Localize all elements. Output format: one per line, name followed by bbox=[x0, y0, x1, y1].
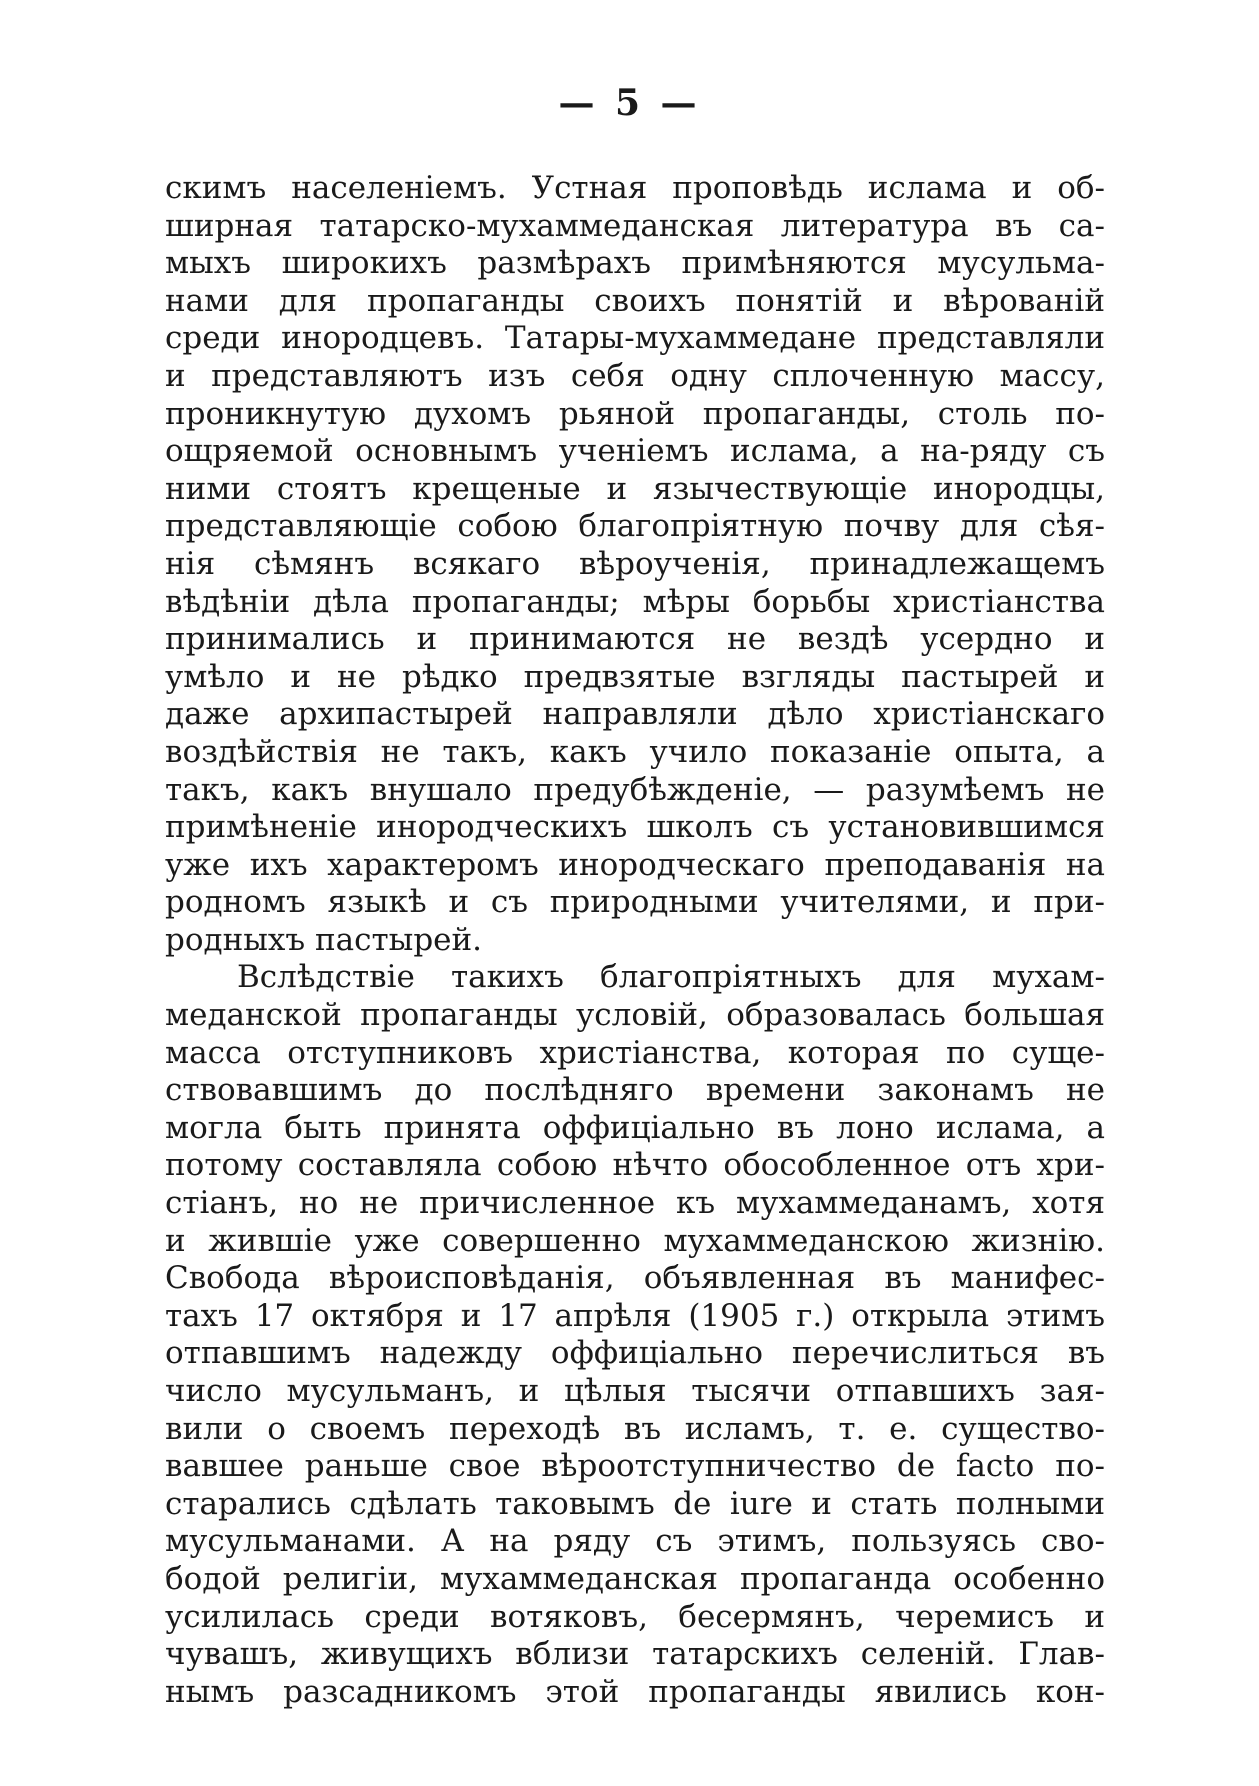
text-line: и жившіе уже совершенно мухаммеданскою жизнію. bbox=[165, 1222, 1105, 1259]
text-line: родномъ языкѣ и съ природными учителями, и при- bbox=[165, 884, 1105, 921]
text-line: вавшее раньше свое вѣроотступничество de facto по- bbox=[165, 1448, 1105, 1485]
body-text bbox=[165, 170, 1105, 1711]
text-line: могла быть принята оффиціально въ лоно ислама, а bbox=[165, 1109, 1105, 1146]
text-line: старались сдѣлать таковымъ de iure и стать полными bbox=[165, 1485, 1105, 1522]
text-line: Вслѣдствіе такихъ благопріятныхъ для мухам- bbox=[237, 959, 1105, 996]
text-line: воздѣйствія не такъ, какъ учило показаніе опыта, а bbox=[165, 733, 1105, 770]
text-line: нымъ разсадникомъ этой пропаганды явились кон- bbox=[165, 1673, 1105, 1710]
text-line: мыхъ широкихъ размѣрахъ примѣняются мусульма- bbox=[165, 245, 1105, 282]
text-line: даже архипастырей направляли дѣло христіанскаго bbox=[165, 696, 1105, 733]
text-line: усилилась среди вотяковъ, бесермянъ, черемисъ и bbox=[165, 1598, 1105, 1635]
text-line: число мусульманъ, и цѣлыя тысячи отпавшихъ зая- bbox=[165, 1373, 1105, 1409]
text-line: стіанъ, но не причисленное къ мухаммеданамъ, хотя bbox=[165, 1185, 1105, 1222]
text-line: уже ихъ характеромъ инородческаго преподаванія на bbox=[165, 846, 1105, 883]
text-line: масса отступниковъ христіанства, которая по суще- bbox=[165, 1034, 1105, 1071]
text-line: и представляютъ изъ себя одну сплоченную массу, bbox=[165, 357, 1105, 394]
text-line: ними стоятъ крещеные и язычествующіе инородцы, bbox=[165, 470, 1105, 507]
text-line: принимались и принимаются не вездѣ усердно и bbox=[165, 621, 1105, 658]
text-line: ширная татарско-мухаммеданская литература въ са- bbox=[165, 207, 1105, 244]
text-line: мусульманами. А на ряду съ этимъ, пользуясь сво- bbox=[165, 1523, 1105, 1560]
text-line: нія сѣмянъ всякаго вѣроученія, принадлежащемъ bbox=[165, 545, 1105, 582]
text-line: чувашъ, живущихъ вблизи татарскихъ селеній. Глав- bbox=[165, 1636, 1105, 1673]
page-number: — 5 — bbox=[558, 82, 701, 124]
text-line: среди инородцевъ. Татары-мухаммедане представляли bbox=[165, 320, 1105, 357]
text-line: такъ, какъ внушало предубѣжденіе, — разумѣемъ не bbox=[165, 771, 1105, 808]
paragraph-1 bbox=[165, 170, 1105, 959]
text-line: меданской пропаганды условій, образовалась большая bbox=[165, 997, 1105, 1034]
text-line: тахъ 17 октября и 17 апрѣля (1905 г.) открыла этимъ bbox=[165, 1297, 1105, 1334]
text-line: вѣдѣніи дѣла пропаганды; мѣры борьбы христіанства bbox=[165, 583, 1105, 620]
text-line: умѣло и не рѣдко предвзятые взгляды пастырей и bbox=[165, 658, 1105, 695]
text-line: родныхъ пастырей. bbox=[165, 921, 483, 958]
text-line: примѣненіе инородческихъ школъ съ установившимся bbox=[165, 809, 1105, 846]
text-line: нами для пропаганды своихъ понятій и вѣрованій bbox=[165, 282, 1105, 319]
text-line: Свобода вѣроисповѣданія, объявленная въ манифес- bbox=[165, 1260, 1105, 1297]
text-line: ствовавшимъ до послѣдняго времени законамъ не bbox=[165, 1072, 1105, 1109]
text-line: проникнутую духомъ рьяной пропаганды, столь по- bbox=[165, 395, 1105, 432]
text-line: отпавшимъ надежду оффиціально перечислиться въ bbox=[165, 1335, 1105, 1372]
text-line: представляющіе собою благопріятную почву для сѣя- bbox=[165, 508, 1105, 545]
text-line: бодой религіи, мухаммеданская пропаганда особенно bbox=[165, 1560, 1105, 1597]
text-line: вили о своемъ переходѣ въ исламъ, т. е. существо- bbox=[165, 1410, 1105, 1447]
paragraph-2 bbox=[165, 959, 1105, 1711]
text-line: скимъ населеніемъ. Устная проповѣдь ислама и об- bbox=[165, 170, 1105, 206]
text-line: ощряемой основнымъ ученіемъ ислама, а на-ряду съ bbox=[165, 433, 1105, 470]
text-line: потому составляла собою нѣчто обособленное отъ хри- bbox=[165, 1147, 1105, 1184]
